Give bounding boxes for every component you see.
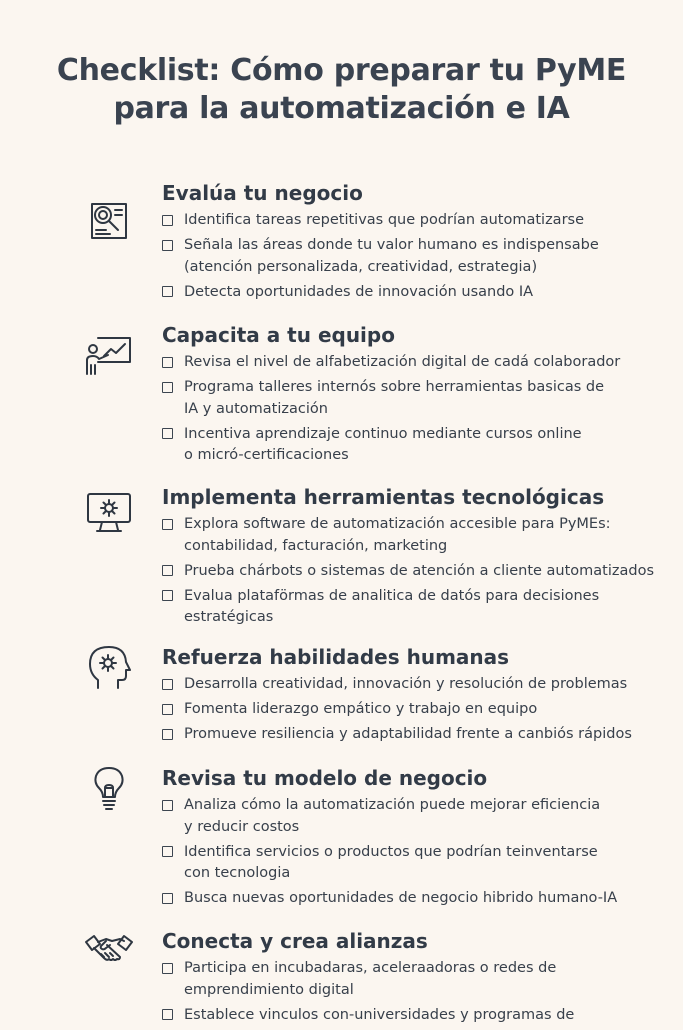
- checkbox[interactable]: [162, 519, 173, 530]
- checklist: [162, 795, 662, 913]
- page-title: [0, 52, 683, 128]
- section-title: Evalúa tu negocio: [162, 181, 363, 205]
- checklist-item[interactable]: [162, 888, 662, 910]
- checkbox[interactable]: [162, 800, 173, 811]
- checklist-item[interactable]: [162, 424, 662, 467]
- checkbox[interactable]: [162, 729, 173, 740]
- head-gear-icon: [84, 644, 134, 690]
- checklist-item-text: Señala las áreas donde tu valor humano es indispensabe (atención personalizada, creatividad, estrategia): [184, 237, 599, 275]
- checklist: [162, 210, 662, 307]
- checklist-item[interactable]: [162, 352, 662, 374]
- checkbox[interactable]: [162, 215, 173, 226]
- checkbox[interactable]: [162, 679, 173, 690]
- checklist-item-text: Busca nuevas oportunidades de negocio hibrido humano-IA: [184, 890, 618, 906]
- checklist-item[interactable]: [162, 795, 662, 838]
- page-title-line-1: Checklist: Cómo preparar tu PyME: [56, 53, 627, 88]
- checklist-item-text: Promueve resiliencia y adaptabilidad frente a canbiós rápidos: [184, 726, 632, 742]
- section-title: Capacita a tu equipo: [162, 323, 395, 347]
- lightbulb-icon: [84, 765, 134, 811]
- checklist-item-text: Participa en incubadaras, aceleraadoras o redes de emprendimiento digital: [184, 960, 557, 998]
- monitor-gear-icon: [84, 490, 134, 536]
- checklist-item-text: Incentiva aprendizaje continuo mediante cursos online o micró-certificaciones: [184, 425, 582, 463]
- section-title: Refuerza habilidades humanas: [162, 645, 510, 669]
- checklist-item[interactable]: [162, 282, 662, 304]
- magnifier-document-icon: [84, 198, 134, 244]
- checklist: [162, 958, 662, 1030]
- checkbox[interactable]: [162, 590, 173, 601]
- checklist-item[interactable]: [162, 699, 662, 721]
- checklist-item-text: Evalua plataförmas de analitica de datós para decisiones estratégicas: [184, 587, 600, 625]
- checklist-item-text: Revisa el nivel de alfabetización digital de cadá colaborador: [184, 354, 621, 370]
- checkbox[interactable]: [162, 382, 173, 393]
- checklist-item-text: Programa talleres internós sobre herramientas basicas de IA y automatización: [184, 379, 604, 417]
- checkbox[interactable]: [162, 963, 173, 974]
- checklist-item-text: Desarrolla creatividad, innovación y resoluсión de problemas: [184, 676, 628, 692]
- checkbox[interactable]: [162, 240, 173, 251]
- checklist-item[interactable]: [162, 514, 662, 557]
- checklist-item[interactable]: [162, 377, 662, 420]
- checkbox[interactable]: [162, 428, 173, 439]
- checklist-item[interactable]: [162, 958, 662, 1001]
- checklist-item[interactable]: [162, 724, 662, 746]
- checkbox[interactable]: [162, 565, 173, 576]
- checkbox[interactable]: [162, 357, 173, 368]
- checklist: [162, 352, 662, 470]
- checkbox[interactable]: [162, 286, 173, 297]
- checklist-item-text: Establece vinculos con-universidades y programas de: [184, 1006, 575, 1023]
- checklist-item-text: Identifica servicios o productos que podrían teinventarse con tecnologia: [184, 843, 598, 881]
- checklist-item[interactable]: [162, 210, 662, 232]
- checklist-item-text: Detecta oportunidades de innovación usando IA: [184, 283, 534, 300]
- section-title: Conecta y crea alianzas: [162, 929, 428, 953]
- checkbox[interactable]: [162, 1009, 173, 1020]
- presentation-teacher-icon: [84, 334, 134, 380]
- checkbox[interactable]: [162, 704, 173, 715]
- checkbox[interactable]: [162, 846, 173, 857]
- checklist-item[interactable]: [162, 235, 662, 278]
- checklist-item[interactable]: [162, 842, 662, 885]
- checklist: [162, 514, 662, 632]
- checklist-item[interactable]: [162, 674, 662, 696]
- section-title: Revisa tu modelo de negocio: [162, 766, 488, 790]
- checklist-item-text: Analiza cómo la automatización puede mejorar eficiencia y reducir costos: [184, 797, 601, 835]
- checkbox[interactable]: [162, 893, 173, 904]
- checklist-item-text: Prueba chárbots o sistemas de atención a cliente automatizados: [184, 562, 655, 579]
- checklist: [162, 674, 662, 749]
- checklist-item-text: Explora software de automatización accesible para PyMEs: contabilidad, facturación, marketing: [184, 516, 611, 554]
- checklist-item-text: Fomenta liderazgo empático y trabajo en equipo: [184, 701, 538, 717]
- handshake-icon: [84, 928, 134, 974]
- checklist-item[interactable]: [162, 1005, 662, 1027]
- checklist-item-text: Identifica tareas repetitivas que podrían automatizarse: [184, 212, 585, 228]
- checklist-item[interactable]: [162, 561, 662, 583]
- page-title-line-2: para la automatización e IA: [113, 91, 570, 126]
- section-title: Implementa herramientas tecnológicas: [162, 485, 605, 509]
- checklist-item[interactable]: [162, 586, 662, 629]
